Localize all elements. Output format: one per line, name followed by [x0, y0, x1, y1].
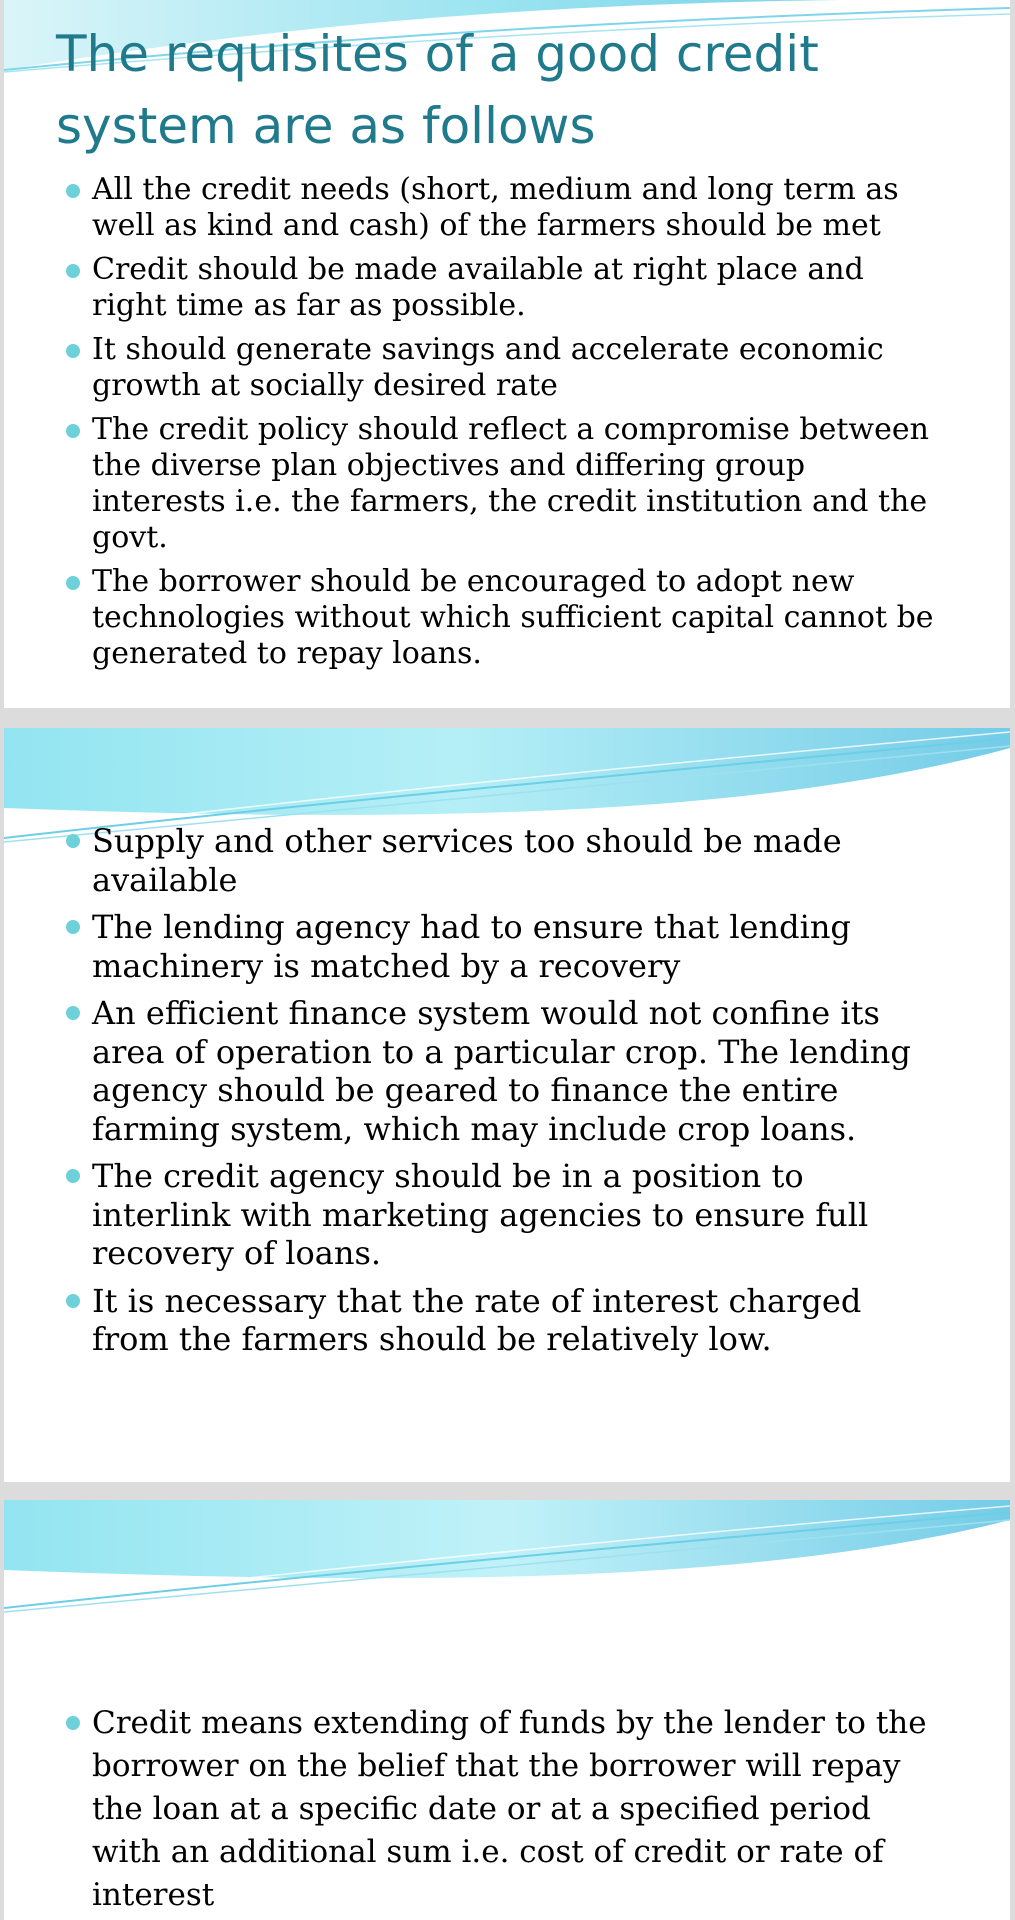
list-item: It is necessary that the rate of interest charged from the farmers should be relatively low.	[0, 1282, 940, 1359]
slide-title: The requisites of a good credit system are as follows	[56, 25, 819, 155]
list-item: The borrower should be encouraged to adopt new technologies without which sufficient capital cannot be generated to repay loans.	[0, 564, 940, 672]
bullet-dot-icon	[66, 344, 80, 358]
list-item: The lending agency had to ensure that lending machinery is matched by a recovery	[0, 908, 940, 985]
slide-1-bullet-list	[0, 172, 940, 680]
list-item: Supply and other services too should be made available	[0, 822, 940, 899]
bullet-dot-icon	[66, 424, 80, 438]
slide-2-bullet-list	[0, 822, 940, 1368]
list-item: Credit means extending of funds by the lender to the borrower on the belief that the borrower will repay the loan at a specific date or at a specified period with an additional sum i.e. cost of credit or rate of interest	[0, 1702, 940, 1917]
bullet-dot-icon	[66, 184, 80, 198]
slide-3-bullet-list	[0, 1702, 940, 1917]
bullet-dot-icon	[66, 264, 80, 278]
list-item: An efficient finance system would not confine its area of operation to a particular crop. The lending agency should be geared to finance the entire farming system, which may include crop loans.	[0, 994, 940, 1148]
list-item: The credit agency should be in a position to interlink with marketing agencies to ensure full recovery of loans.	[0, 1157, 940, 1273]
list-item: Credit should be made available at right place and right time as far as possible.	[0, 252, 940, 324]
bullet-dot-icon	[66, 576, 80, 590]
bullet-dot-icon	[66, 1294, 80, 1308]
bullet-dot-icon	[66, 834, 80, 848]
list-item: The credit policy should reflect a compromise between the diverse plan objectives and differing group interests i.e. the farmers, the credit institution and the govt.	[0, 412, 940, 556]
list-item: All the credit needs (short, medium and long term as well as kind and cash) of the farmers should be met	[0, 172, 940, 244]
wave-header-graphic	[4, 1500, 1010, 1620]
bullet-dot-icon	[66, 920, 80, 934]
bullet-dot-icon	[66, 1169, 80, 1183]
list-item: It should generate savings and accelerate economic growth at socially desired rate	[0, 332, 940, 404]
bullet-dot-icon	[66, 1006, 80, 1020]
bullet-dot-icon	[66, 1716, 80, 1730]
